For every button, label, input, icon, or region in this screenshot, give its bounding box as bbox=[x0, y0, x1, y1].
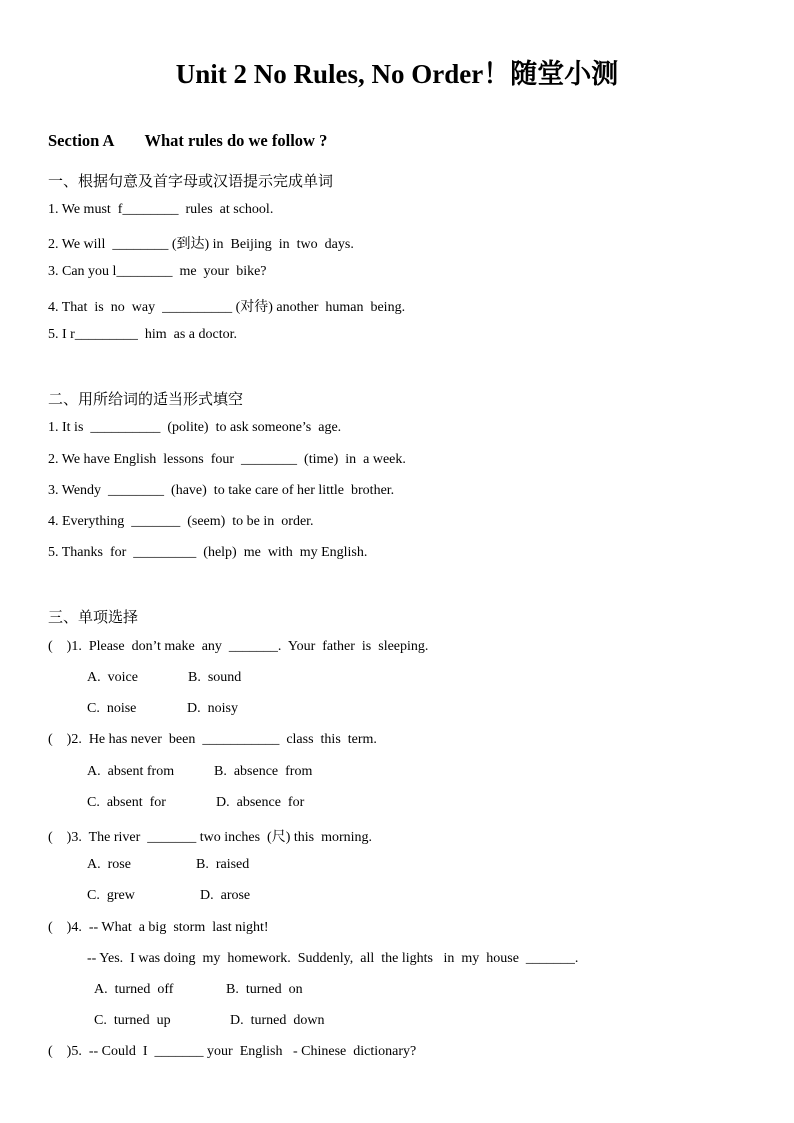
question-2-option-b: B. absence from bbox=[214, 764, 313, 779]
question-1-option-b: B. sound bbox=[188, 670, 242, 685]
part2-item-4: 4. Everything _______ (seem) to be in order. bbox=[48, 514, 314, 529]
question-4-reply: -- Yes. I was doing my homework. Suddenly, all the lights in my house _______. bbox=[87, 951, 579, 966]
part1-item-1: 1. We must f________ rules at school. bbox=[48, 202, 274, 217]
part2-item-1: 1. It is __________ (polite) to ask someone’s age. bbox=[48, 420, 342, 435]
question-1-stem: ( )1. Please don’t make any _______. Your father is sleeping. bbox=[48, 639, 429, 654]
part1-item-4: 4. That is no way __________ (对待) another human being. bbox=[48, 300, 406, 315]
question-1-option-c: C. noise bbox=[87, 701, 137, 716]
question-3-option-d: D. arose bbox=[200, 888, 251, 903]
section-question: What rules do we follow ? bbox=[144, 131, 328, 150]
question-1-option-d: D. noisy bbox=[187, 701, 238, 716]
question-2-option-d: D. absence for bbox=[216, 795, 305, 810]
section-label: Section A bbox=[48, 131, 115, 150]
part1-item-2: 2. We will ________ (到达) in Beijing in two days. bbox=[48, 237, 354, 252]
part1-heading: 一、根据句意及首字母或汉语提示完成单词 bbox=[48, 172, 334, 190]
question-3-option-a: A. rose bbox=[87, 857, 131, 872]
question-3-stem: ( )3. The river _______ two inches (尺) this morning. bbox=[48, 830, 373, 845]
question-2-option-c: C. absent for bbox=[87, 795, 166, 810]
question-2-option-a: A. absent from bbox=[87, 764, 175, 779]
part2-item-3: 3. Wendy ________ (have) to take care of her little brother. bbox=[48, 483, 395, 498]
part3-heading: 三、单项选择 bbox=[48, 608, 139, 626]
question-2-stem: ( )2. He has never been ___________ class this term. bbox=[48, 732, 377, 747]
section-heading bbox=[48, 131, 327, 151]
question-3-option-b: B. raised bbox=[196, 857, 250, 872]
part2-item-5: 5. Thanks for _________ (help) me with my English. bbox=[48, 545, 368, 560]
question-4-option-a: A. turned off bbox=[94, 982, 174, 997]
part2-item-2: 2. We have English lessons four ________ (time) in a week. bbox=[48, 452, 406, 467]
question-4-stem: ( )4. -- What a big storm last night! bbox=[48, 920, 269, 935]
question-1-option-a: A. voice bbox=[87, 670, 138, 685]
question-3-option-c: C. grew bbox=[87, 888, 135, 903]
part1-item-3: 3. Can you l________ me your bike? bbox=[48, 264, 267, 279]
part2-heading: 二、用所给词的适当形式填空 bbox=[48, 390, 244, 408]
page-title: Unit 2 No Rules, No Order！随堂小测 bbox=[175, 59, 619, 89]
question-5-stem: ( )5. -- Could I _______ your English - Chinese dictionary? bbox=[48, 1044, 417, 1059]
question-4-option-d: D. turned down bbox=[230, 1013, 325, 1028]
question-4-option-c: C. turned up bbox=[94, 1013, 171, 1028]
part1-item-5: 5. I r_________ him as a doctor. bbox=[48, 327, 237, 342]
question-4-option-b: B. turned on bbox=[226, 982, 303, 997]
